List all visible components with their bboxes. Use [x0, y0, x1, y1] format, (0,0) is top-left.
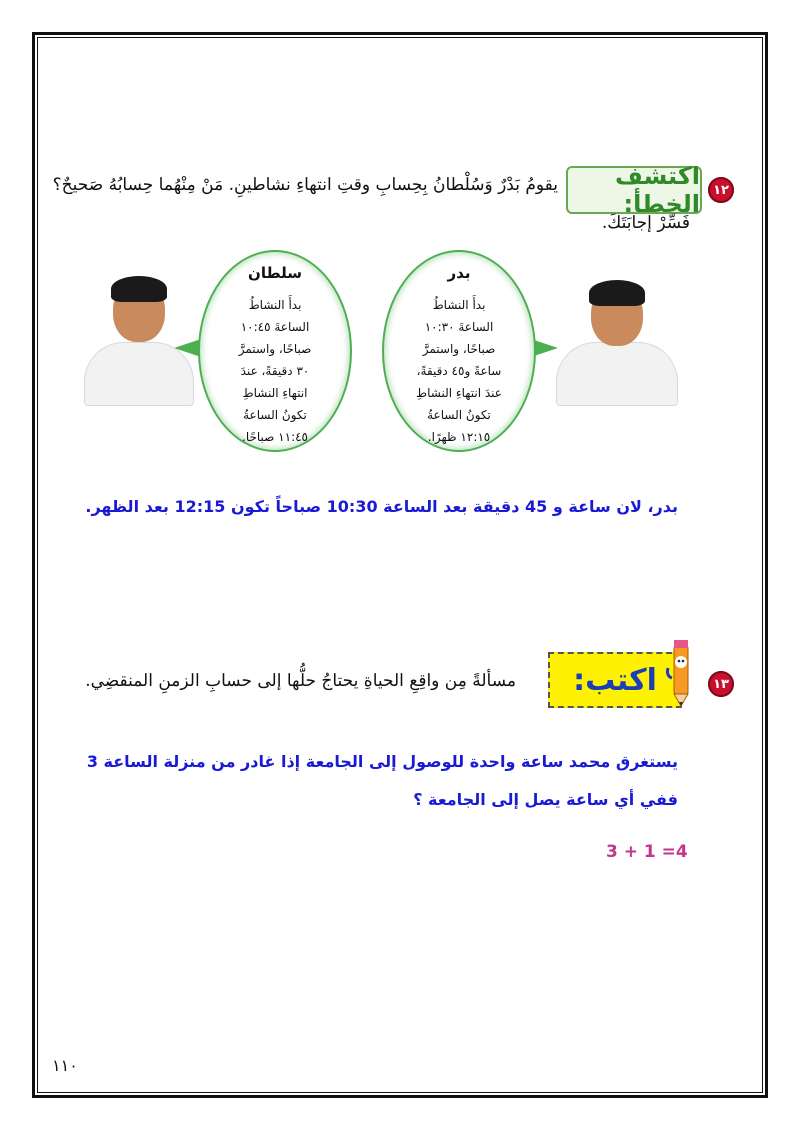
write-heading: اكتب:	[548, 652, 682, 708]
sultan-line: ١١:٤٥ صباحًا.	[242, 430, 308, 444]
sultan-thobe	[84, 342, 194, 406]
badr-student-photo	[556, 278, 678, 406]
exercise-13-equation: 3 + 1 =4	[606, 842, 688, 862]
badr-thobe	[556, 342, 678, 406]
badr-line: الساعةَ ١٠:٣٠	[424, 320, 494, 334]
sultan-speech-bubble	[198, 250, 352, 452]
find-error-heading: اكتشف الخطأ:	[566, 166, 702, 214]
exercise-12-question-line-1: يقومُ بَدْرٌ وَسُلْطانُ بِحِسابِ وقتِ انتهاءِ نشاطينِ. مَنْ مِنْهُما حِسابُهُ صَحيحٌ؟	[52, 175, 558, 195]
sultan-line: انتهاءِ النشاطِ	[242, 386, 308, 400]
sultan-name: سلطان	[248, 264, 302, 282]
badr-hair	[589, 280, 645, 306]
exercise-13-number-badge: ١٣	[708, 671, 734, 697]
exercise-13-answer-line-1: يستغرق محمد ساعة واحدة للوصول إلى الجامعة إذا غادر من منزلة الساعة 3	[86, 752, 678, 771]
sultan-student-photo	[84, 274, 194, 406]
badr-line: ١٢:١٥ ظهرًا.	[427, 430, 491, 444]
badr-statement	[384, 294, 534, 448]
badr-name: بدر	[447, 264, 471, 282]
sultan-line: ٣٠ دقيقةً، عندَ	[240, 364, 310, 378]
exercise-12-answer: بدر، لان ساعة و 45 دقيقة بعد الساعة 10:30 صباحاً تكون 12:15 بعد الظهر.	[85, 497, 678, 516]
sultan-hair	[111, 276, 167, 302]
pencil-mascot-icon	[664, 632, 698, 708]
badr-line: ساعةً و٤٥ دقيقةً،	[416, 364, 502, 378]
exercise-12-question-line-2: فَسِّرْ إجابَتَكَ.	[601, 213, 690, 233]
sultan-line: بدأَ النشاطُ	[248, 298, 302, 312]
sultan-line: صباحًا، واستمرَّ	[238, 342, 312, 356]
badr-speech-bubble	[382, 250, 536, 452]
exercise-13-question: مسألةً مِن واقِعِ الحياةِ يحتاجُ حلُّها إلى حسابِ الزمنِ المنقضِي.	[85, 671, 516, 691]
exercise-13-answer-line-2: ففي أي ساعة يصل إلى الجامعة ؟	[413, 790, 678, 809]
badr-line: صباحًا، واستمرَّ	[422, 342, 496, 356]
sultan-line: تكونُ الساعةُ	[243, 408, 307, 422]
sultan-line: الساعةَ ١٠:٤٥	[240, 320, 310, 334]
exercise-12-number-badge: ١٢	[708, 177, 734, 203]
badr-line: بدأَ النشاطُ	[432, 298, 486, 312]
sultan-statement	[200, 294, 350, 448]
badr-line: تكونُ الساعةُ	[427, 408, 491, 422]
badr-line: عندَ انتهاءِ النشاطِ	[416, 386, 502, 400]
page-number: ١١٠	[52, 1056, 78, 1075]
